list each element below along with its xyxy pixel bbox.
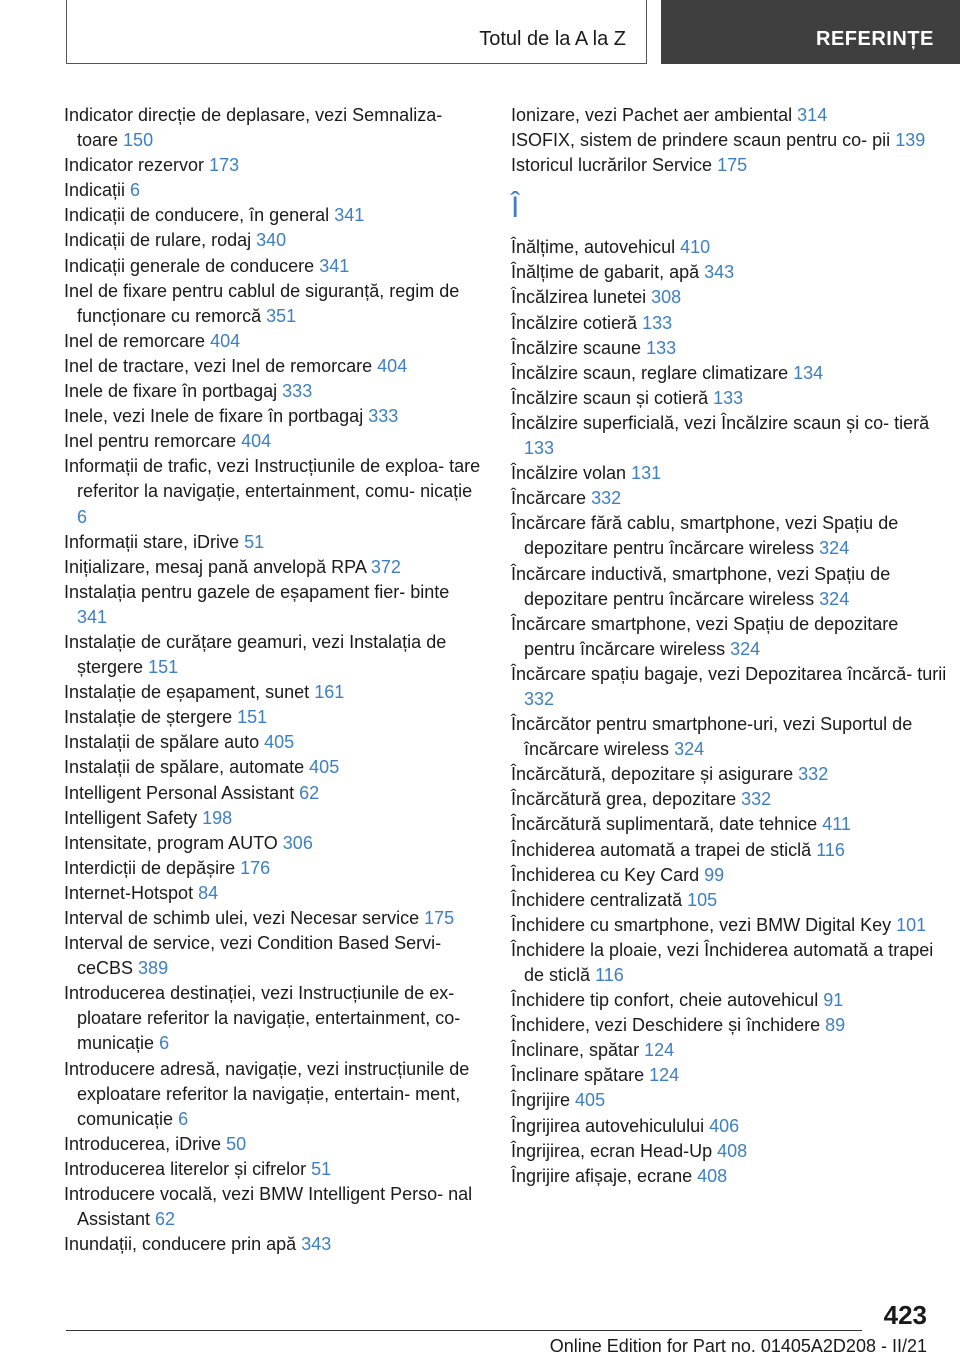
chapter-title: REFERINȚE	[816, 28, 934, 50]
index-entry-page-link[interactable]: 105	[687, 889, 718, 910]
footer-edition: Online Edition for Part no. 01405A2D208 - II/21	[549, 1336, 927, 1356]
index-entry-page-link[interactable]: 62	[155, 1209, 176, 1230]
index-entry-text: Introducerea destinației, vezi Instrucțiunile de ex‐ ploatare referitor la navigație, entertainment, co‐ municație	[64, 983, 461, 1054]
index-entry-page-link[interactable]: 173	[209, 155, 240, 176]
index-entry	[511, 128, 951, 153]
index-entry-text: Indicații generale de conducere	[64, 255, 315, 276]
index-entry	[511, 787, 951, 812]
index-entry-text: Informații de trafic, vezi Instrucțiunile de exploa‐ tare referitor la navigație, entertainment, comu‐ nicație	[64, 456, 481, 502]
index-entry	[511, 888, 951, 913]
index-entry-page-link[interactable]: 151	[237, 707, 268, 728]
index-entry-text: Înălțime de gabarit, apă	[511, 262, 700, 283]
index-entry-text: Introducerea literelor și cifrelor	[64, 1158, 307, 1179]
index-entry-page-link[interactable]: 324	[819, 538, 850, 559]
index-entry	[511, 1164, 951, 1189]
index-entry-page-link[interactable]: 150	[123, 130, 154, 151]
index-entry-page-link[interactable]: 333	[282, 381, 313, 402]
index-entry-text: Introducere adresă, navigație, vezi instrucțiunile de exploatare referitor la navigație, entertain‐ ment, comunicație	[64, 1058, 470, 1129]
index-entry-page-link[interactable]: 343	[704, 262, 735, 283]
index-entry	[511, 461, 951, 486]
index-entry	[64, 705, 484, 730]
index-entry-text: Inel de tractare, vezi Inel de remorcare	[64, 355, 373, 376]
index-entry-page-link[interactable]: 314	[797, 105, 828, 125]
index-entry-page-link[interactable]: 84	[198, 882, 219, 903]
index-entry-text: Încălzire scaune	[511, 337, 642, 358]
index-entry-page-link[interactable]: 6	[77, 506, 88, 527]
index-entry	[64, 806, 484, 831]
index-entry-text: Încărcare spațiu bagaje, vezi Depozitarea încărcă‐ turii	[511, 663, 947, 684]
index-group-i-circumflex	[511, 235, 951, 1189]
header-section-box	[66, 0, 647, 64]
index-entry-text: Instalație de ștergere	[64, 707, 233, 728]
index-entry	[511, 1139, 951, 1164]
index-entry	[511, 913, 951, 938]
index-entry-page-link[interactable]: 404	[377, 355, 408, 376]
index-entry	[511, 1038, 951, 1063]
index-entry-page-link[interactable]: 332	[591, 488, 622, 509]
index-entry-text: Încărcătură suplimentară, date tehnice	[511, 814, 818, 835]
index-entry-text: Încărcare inductivă, smartphone, vezi Spațiu de depozitare pentru încărcare wireless	[511, 563, 891, 609]
index-entry-text: Inele de fixare în portbagaj	[64, 381, 278, 402]
index-entry	[511, 988, 951, 1013]
index-entry-page-link[interactable]: 131	[631, 463, 662, 484]
index-entry	[511, 1114, 951, 1139]
index-entry-page-link[interactable]: 324	[730, 638, 761, 659]
index-entry-page-link[interactable]: 6	[130, 180, 141, 201]
index-column-left	[64, 103, 484, 1257]
index-entry-text: Înălțime, autovehicul	[511, 237, 676, 258]
index-entry-page-link[interactable]: 332	[741, 789, 772, 810]
index-entry-page-link[interactable]: 133	[646, 337, 677, 358]
index-entry-text: Inel de fixare pentru cablul de siguranță, regim de funcționare cu remorcă	[64, 280, 460, 326]
index-entry-page-link[interactable]: 6	[178, 1108, 189, 1129]
index-entry	[511, 712, 951, 762]
index-entry-page-link[interactable]: 408	[697, 1165, 728, 1186]
index-entry-text: Înclinare, spătar	[511, 1040, 640, 1061]
index-entry-text: Inel pentru remorcare	[64, 431, 237, 452]
index-entry-page-link[interactable]: 408	[717, 1140, 748, 1161]
index-entry-page-link[interactable]: 343	[301, 1234, 332, 1255]
index-entry	[64, 103, 484, 153]
index-entry-page-link[interactable]: 405	[309, 757, 340, 778]
index-group-i	[511, 103, 951, 178]
index-entry-page-link[interactable]: 332	[798, 764, 829, 785]
index-entry-text: Internet-Hotspot	[64, 882, 194, 903]
index-entry	[64, 881, 484, 906]
index-entry	[64, 931, 484, 981]
index-entry-text: Introducerea, iDrive	[64, 1133, 222, 1154]
index-entry-page-link[interactable]: 389	[138, 958, 169, 979]
index-entry-page-link[interactable]: 139	[895, 130, 926, 151]
index-entry-text: Istoricul lucrărilor Service	[511, 155, 713, 176]
index-entry-page-link[interactable]: 51	[311, 1158, 332, 1179]
index-entry-text: Indicații de rulare, rodaj	[64, 230, 252, 251]
index-entry	[511, 1013, 951, 1038]
index-entry-text: Instalații de spălare, automate	[64, 757, 305, 778]
index-entry-page-link[interactable]: 124	[644, 1040, 675, 1061]
index-entry-page-link[interactable]: 133	[524, 438, 555, 459]
index-entry-text: Închiderea automată a trapei de sticlă	[511, 839, 812, 860]
index-entry-page-link[interactable]: 340	[256, 230, 287, 251]
index-entry	[64, 404, 484, 429]
index-entry-text: Încălzirea lunetei	[511, 287, 647, 308]
index-entry-page-link[interactable]: 406	[709, 1115, 740, 1136]
index-entry-page-link[interactable]: 176	[240, 857, 271, 878]
index-entry-text: Încălzire cotieră	[511, 312, 638, 333]
index-entry	[64, 906, 484, 931]
index-entry-text: Înclinare spătare	[511, 1065, 645, 1086]
index-entry-text: Încălzire superficială, vezi Încălzire scaun și co‐ tieră	[511, 412, 930, 433]
index-entry	[64, 254, 484, 279]
index-entry	[64, 1157, 484, 1182]
index-entry-page-link[interactable]: 404	[241, 431, 272, 452]
index-entry-text: Încărcătură grea, depozitare	[511, 789, 737, 810]
index-entry-page-link[interactable]: 405	[575, 1090, 606, 1111]
index-entry	[64, 203, 484, 228]
index-entry	[64, 153, 484, 178]
index-entry-page-link[interactable]: 324	[674, 739, 705, 760]
index-entry-text: Încălzire scaun și cotieră	[511, 387, 709, 408]
index-entry	[64, 680, 484, 705]
index-entry	[511, 311, 951, 336]
index-entry-page-link[interactable]: 404	[210, 330, 241, 351]
index-entry-text: Închidere tip confort, cheie autovehicul	[511, 990, 819, 1011]
index-entry-text: Informații stare, iDrive	[64, 531, 240, 552]
index-entry-page-link[interactable]: 372	[370, 556, 401, 577]
index-entry	[511, 612, 951, 662]
index-entry-page-link[interactable]: 116	[816, 839, 845, 860]
index-entry	[64, 856, 484, 881]
index-entry-text: Interval de schimb ulei, vezi Necesar service	[64, 908, 420, 928]
index-entry-text: Intelligent Safety	[64, 807, 198, 828]
index-entry-text: Indicații	[64, 180, 126, 201]
index-section-letter: Î	[511, 191, 520, 225]
index-entry	[64, 981, 484, 1056]
index-entry-text: Instalație de curățare geamuri, vezi Instalația de ștergere	[64, 631, 447, 678]
index-entry-text: Introducere vocală, vezi BMW Intelligent Perso‐ nal Assistant	[64, 1184, 473, 1230]
index-entry	[511, 386, 951, 411]
index-entry-page-link[interactable]: 341	[319, 255, 350, 276]
index-entry-text: Încărcător pentru smartphone-uri, vezi Suportul de încărcare wireless	[511, 714, 913, 760]
index-entry	[511, 1088, 951, 1113]
index-entry	[64, 454, 484, 529]
index-entry	[64, 580, 484, 630]
index-entry-text: Interdicții de depășire	[64, 857, 236, 878]
index-entry-page-link[interactable]: 50	[226, 1133, 247, 1154]
index-entry-text: Indicator rezervor	[64, 155, 205, 176]
index-entry-text: Instalații de spălare auto	[64, 732, 260, 753]
index-entry-text: Intensitate, program AUTO	[64, 832, 278, 853]
index-entry	[64, 1057, 484, 1132]
index-entry	[64, 1232, 484, 1257]
index-entry-text: Încărcare fără cablu, smartphone, vezi Spațiu de depozitare pentru încărcare wireless	[511, 513, 899, 559]
index-entry	[511, 260, 951, 285]
index-entry-page-link[interactable]: 124	[649, 1065, 680, 1086]
index-entry-text: Încălzire volan	[511, 463, 627, 484]
index-entry	[511, 361, 951, 386]
index-entry	[64, 1182, 484, 1232]
index-entry-page-link[interactable]: 133	[642, 312, 673, 333]
index-entry	[64, 429, 484, 454]
index-column-right	[511, 103, 951, 1189]
index-entry	[64, 329, 484, 354]
index-entry	[64, 379, 484, 404]
index-entry	[64, 178, 484, 203]
index-entry-page-link[interactable]: 101	[896, 914, 927, 935]
index-entry-text: Închidere la ploaie, vezi Închiderea automată a trapei de sticlă	[511, 939, 934, 985]
index-entry-text: Închidere, vezi Deschidere și închidere	[511, 1015, 821, 1036]
index-entry-page-link[interactable]: 198	[202, 807, 233, 828]
index-entry-text: Închidere cu smartphone, vezi BMW Digital Key	[511, 914, 892, 935]
index-entry-text: Îngrijire afișaje, ecrane	[511, 1165, 693, 1186]
index-entry	[511, 812, 951, 837]
index-entry-text: Îngrijirea autovehiculului	[511, 1115, 705, 1136]
index-entry	[511, 336, 951, 361]
index-entry-page-link[interactable]: 175	[424, 908, 455, 928]
index-entry	[511, 103, 951, 128]
page-number: 423	[883, 1300, 927, 1330]
index-entry	[511, 938, 951, 988]
index-entry-text: Îngrijire	[511, 1090, 571, 1111]
index-entry-text: Încălzire scaun, reglare climatizare	[511, 362, 789, 383]
index-entry	[511, 285, 951, 310]
index-entry	[64, 555, 484, 580]
index-entry	[511, 511, 951, 561]
index-entry-text: Instalație de eșapament, sunet	[64, 682, 310, 703]
footer-divider	[66, 1330, 862, 1331]
index-entry	[511, 486, 951, 511]
index-entry	[64, 781, 484, 806]
index-entry-page-link[interactable]: 91	[823, 990, 844, 1011]
index-entry	[64, 831, 484, 856]
index-entry-page-link[interactable]: 405	[264, 732, 295, 753]
index-entry-page-link[interactable]: 175	[717, 155, 748, 176]
index-entry	[64, 630, 484, 680]
index-entry-page-link[interactable]: 6	[159, 1033, 170, 1054]
index-entry-page-link[interactable]: 133	[713, 387, 744, 408]
index-entry-page-link[interactable]: 308	[651, 287, 682, 308]
index-entry-page-link[interactable]: 151	[148, 657, 179, 678]
index-entry-text: Inel de remorcare	[64, 330, 206, 351]
index-entry-page-link[interactable]: 341	[334, 205, 365, 226]
index-entry	[64, 755, 484, 780]
index-entry-text: Indicații de conducere, în general	[64, 205, 330, 226]
header-chapter-box	[661, 0, 960, 64]
index-entry-page-link[interactable]: 341	[77, 606, 108, 627]
index-entry	[64, 279, 484, 329]
index-entry-page-link[interactable]: 51	[244, 531, 265, 552]
index-entry-text: Instalația pentru gazele de eșapament fier‐ binte	[64, 581, 450, 602]
index-entry-page-link[interactable]: 62	[299, 782, 320, 803]
index-entry-page-link[interactable]: 410	[680, 237, 711, 258]
index-entry-page-link[interactable]: 116	[595, 965, 624, 985]
index-entry-page-link[interactable]: 99	[704, 864, 725, 885]
index-entry-text: Închidere centralizată	[511, 889, 683, 910]
index-entry	[511, 762, 951, 787]
index-entry-text: Încărcare smartphone, vezi Spațiu de depozitare pentru încărcare wireless	[511, 613, 899, 659]
index-entry-text: Inițializare, mesaj pană anvelopă RPA	[64, 556, 366, 577]
index-entry-text: Îngrijirea, ecran Head-Up	[511, 1140, 713, 1161]
index-entry-text: Interval de service, vezi Condition Based Servi‐ ceCBS	[64, 933, 442, 979]
index-entry-page-link[interactable]: 332	[524, 688, 555, 709]
section-title: Totul de la A la Z	[479, 28, 626, 50]
index-entry	[511, 838, 951, 863]
index-entry-page-link[interactable]: 134	[793, 362, 824, 383]
index-entry-page-link[interactable]: 161	[314, 682, 345, 703]
index-entry-text: Ionizare, vezi Pachet aer ambiental	[511, 105, 793, 125]
index-entry	[64, 730, 484, 755]
index-entry-text: Închiderea cu Key Card	[511, 864, 700, 885]
index-entry	[64, 228, 484, 253]
index-entry	[511, 863, 951, 888]
index-entry-page-link[interactable]: 411	[822, 814, 851, 835]
index-entry-page-link[interactable]: 89	[825, 1015, 846, 1036]
index-entry	[511, 662, 951, 712]
index-entry-text: Indicator direcție de deplasare, vezi Semnaliza‐ toare	[64, 105, 443, 151]
index-entry	[511, 235, 951, 260]
index-entry	[511, 1063, 951, 1088]
index-entry-text: ISOFIX, sistem de prindere scaun pentru co‐ pii	[511, 130, 891, 151]
index-entry-text: Inele, vezi Inele de fixare în portbagaj	[64, 406, 364, 427]
index-entry	[511, 153, 951, 178]
index-entry-page-link[interactable]: 324	[819, 588, 850, 609]
index-entry-text: Încărcare	[511, 488, 587, 509]
index-entry-page-link[interactable]: 306	[282, 832, 313, 853]
index-entry-text: Inundații, conducere prin apă	[64, 1234, 297, 1255]
index-entry	[511, 411, 951, 461]
index-entry	[511, 562, 951, 612]
index-entry	[64, 1132, 484, 1157]
index-entry-page-link[interactable]: 351	[266, 305, 297, 326]
index-entry-text: Încărcătură, depozitare și asigurare	[511, 764, 794, 785]
index-entry	[64, 354, 484, 379]
index-entry-page-link[interactable]: 333	[368, 406, 399, 427]
index-entry	[64, 530, 484, 555]
index-entry-text: Intelligent Personal Assistant	[64, 782, 295, 803]
